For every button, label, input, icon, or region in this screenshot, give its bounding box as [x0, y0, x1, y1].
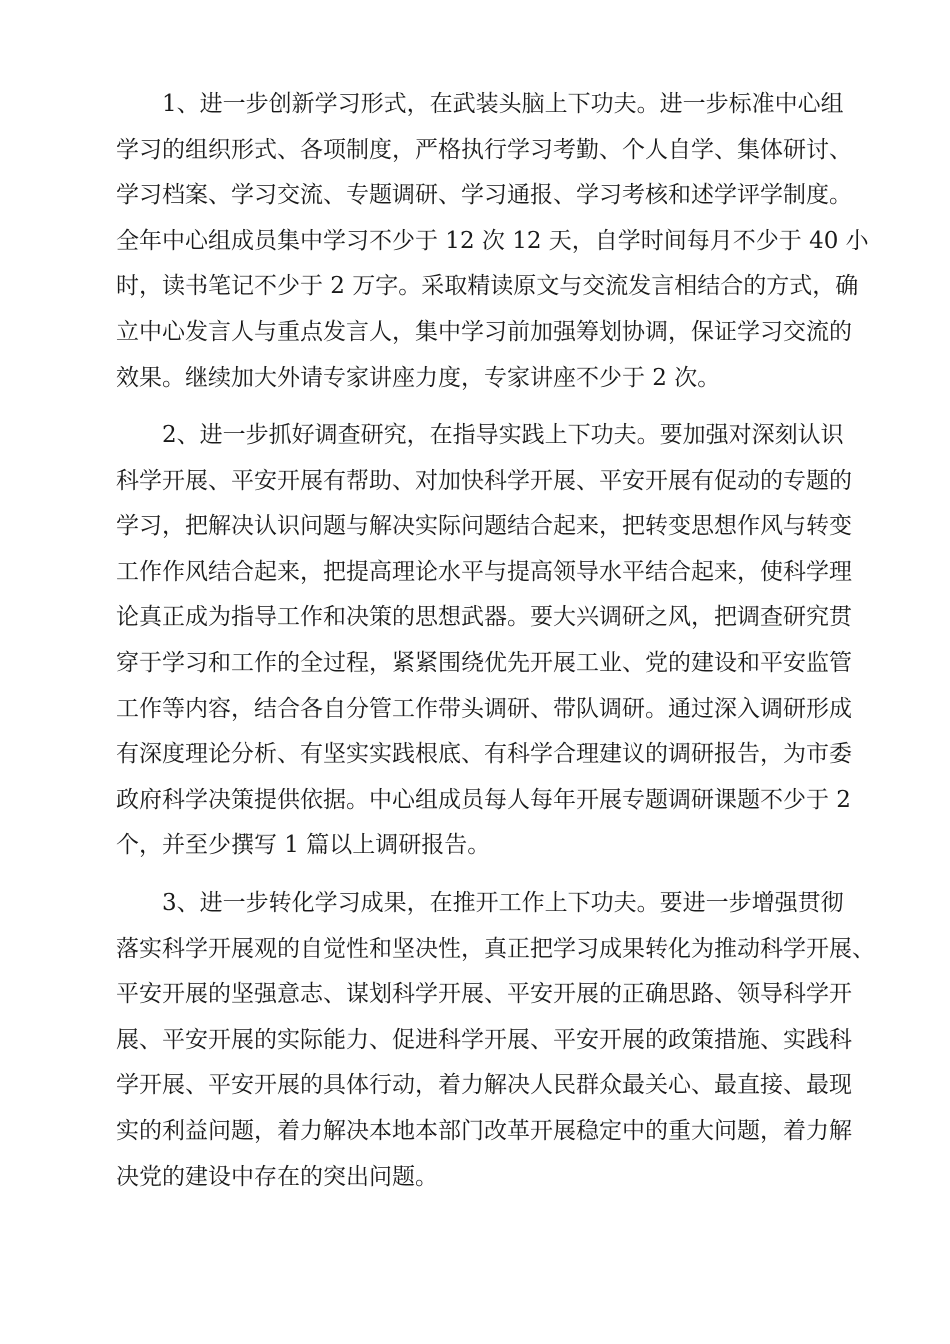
paragraph-line: 1、进一步创新学习形式，在武装头脑上下功夫。进一步标准中心组	[162, 91, 844, 117]
paragraph-line: 平安开展的坚强意志、谋划科学开展、平安开展的正确思路、领导科学开	[116, 981, 852, 1008]
paragraph-line: 工作作风结合起来，把提高理论水平与提高领导水平结合起来，使科学理	[116, 558, 852, 585]
paragraph-1	[116, 82, 869, 401]
paragraph-line: 政府科学决策提供依据。中心组成员每人每年开展专题调研课题不少于 2	[116, 786, 851, 813]
paragraph-line: 3、进一步转化学习成果，在推开工作上下功夫。要进一步增强贯彻	[162, 890, 844, 916]
paragraph-line: 论真正成为指导工作和决策的思想武器。要大兴调研之风，把调查研究贯	[116, 604, 852, 631]
paragraph-line: 效果。继续加大外请专家讲座力度，专家讲座不少于 2 次。	[116, 364, 721, 391]
paragraph-line: 科学开展、平安开展有帮助、对加快科学开展、平安开展有促动的专题的	[116, 467, 852, 494]
paragraph-line: 学习档案、学习交流、专题调研、学习通报、学习考核和述学评学制度。	[116, 182, 852, 209]
paragraph-3	[116, 881, 875, 1200]
paragraph-line: 学习，把解决认识问题与解决实际问题结合起来，把转变思想作风与转变	[116, 513, 852, 540]
paragraph-line: 决党的建设中存在的突出问题。	[116, 1163, 438, 1190]
paragraph-line: 穿于学习和工作的全过程，紧紧围绕优先开展工业、党的建设和平安监管	[116, 649, 852, 676]
paragraph-line: 工作等内容，结合各自分管工作带头调研、带队调研。通过深入调研形成	[116, 695, 852, 722]
paragraph-line: 实的利益问题，着力解决本地本部门改革开展稳定中的重大问题，着力解	[116, 1117, 852, 1144]
paragraph-line: 有深度理论分析、有坚实实践根底、有科学合理建议的调研报告，为市委	[116, 741, 852, 768]
paragraph-2	[116, 413, 852, 869]
paragraph-line: 学习的组织形式、各项制度，严格执行学习考勤、个人自学、集体研讨、	[116, 136, 852, 163]
paragraph-line: 2、进一步抓好调查研究，在指导实践上下功夫。要加强对深刻认识	[162, 422, 844, 448]
paragraph-line: 全年中心组成员集中学习不少于 12 次 12 天，自学时间每月不少于 40 小	[116, 227, 869, 254]
paragraph-line: 时，读书笔记不少于 2 万字。采取精读原文与交流发言相结合的方式，确	[116, 273, 859, 300]
paragraph-line: 个，并至少撰写 1 篇以上调研报告。	[116, 832, 491, 859]
paragraph-line: 展、平安开展的实际能力、促进科学开展、平安开展的政策措施、实践科	[116, 1026, 852, 1053]
paragraph-line: 立中心发言人与重点发言人，集中学习前加强筹划协调，保证学习交流的	[116, 318, 852, 345]
paragraph-line: 学开展、平安开展的具体行动，着力解决人民群众最关心、最直接、最现	[116, 1072, 852, 1099]
paragraph-line: 落实科学开展观的自觉性和坚决性，真正把学习成果转化为推动科学开展、	[116, 935, 875, 962]
